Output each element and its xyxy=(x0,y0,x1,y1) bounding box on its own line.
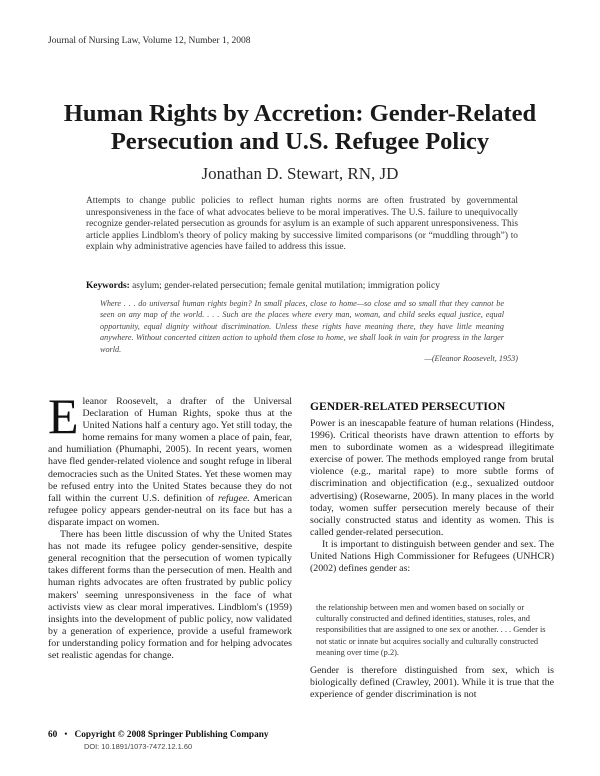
title-line-1: Human Rights by Accretion: Gender-Related xyxy=(63,100,537,127)
section-heading: GENDER-RELATED PERSECUTION xyxy=(310,400,506,413)
abstract: Attempts to change public policies to reflect human rights norms are often frustrated by governmental unresponsiveness in the face of what advocates believe to be moral imperatives. The U.S. failure to unequivocally recognize gender-related persecution as grounds for asylum is an example of such apparent unresponsiveness. This article applies Lindblom's theory of policy making by successive limited comparisons (or “muddling through”) to explain why administrative agencies have failed to address this issue. xyxy=(86,196,518,253)
copyright: Copyright © 2008 Springer Publishing Company xyxy=(74,730,269,740)
epigraph: Where . . . do universal human rights begin? In small places, close to home—so close and so small that they cannot be seen on any map of the world. . . . Such are the places where every man, woman, and child seeks equal justice, equal opportunity, equal dignity without discrimination. Unless these rights have meaning there, they have little meaning anywhere. Without concerted citizen action to uphold them close to home, we shall look in vain for progress in the larger world. xyxy=(100,299,504,354)
drop-cap: E xyxy=(48,388,79,444)
keywords xyxy=(86,281,518,293)
title-line-2: Persecution and U.S. Refugee Policy xyxy=(110,128,490,155)
left-column xyxy=(48,388,293,662)
body-paragraph: There has been little discussion of why the United States has not made its refugee policy gender-sensitive, despite general recognition that the persecution of women typically takes different forms than the persecution of men. Health and human rights advocates are often frustrated by public policy makers' seeming unresponsiveness in the face of what activists view as clear moral imperatives. Lindblom's (1959) insights into the development of public policy, now validated by a generation of experience, provide a useful framework for understanding policy formation and for helping advocates set realistic agendas for change. xyxy=(48,529,292,661)
keywords-list: asylum; gender-related persecution; female genital mutilation; immigration policy xyxy=(132,281,440,291)
doi: DOI: 10.1891/1073-7472.12.1.60 xyxy=(84,742,193,751)
bullet: • xyxy=(64,730,68,740)
refugee-term: refugee. xyxy=(217,492,250,504)
author-name: Jonathan D. Stewart, RN, JD xyxy=(201,164,399,183)
article-title xyxy=(30,100,570,156)
intro-paragraph: Eleanor Roosevelt, a drafter of the Universal Declaration of Human Rights, spoke thus at the United Nations half a century ago. Yet still today, the home remains for many women a place of pain, fear, and humiliation (Phumaphi, 2005). In recent years, women have fled gender-related violence and sought refuge in liberal democracies such as the United States. Yet these women may be refused entry into the United States because they do not fall within the current U.S. definition of refugee. American refugee policy appears gender-neutral on its face but has a disparate impact on women. xyxy=(48,388,293,528)
journal-header: Journal of Nursing Law, Volume 12, Number 1, 2008 xyxy=(48,36,251,46)
body-paragraph: It is important to distinguish between gender and sex. The United Nations High Commissioner for Refugees (UNHCR) (2002) defines gender as: xyxy=(310,538,554,575)
page-footer xyxy=(48,730,269,740)
epigraph-attribution: —(Eleanor Roosevelt, 1953) xyxy=(424,354,518,363)
right-column xyxy=(310,418,554,575)
block-quote: the relationship between men and women based on socially or culturally constructed and defined identities, statuses, roles, and responsibilities that are assigned to one sex or another. . . . Gender is not static or innate but acquires socially and culturally constructed meaning over time (p.2). xyxy=(316,603,546,657)
keywords-label: Keywords: xyxy=(86,281,130,291)
right-column-continued xyxy=(310,665,554,701)
body-paragraph: Power is an inescapable feature of human relations (Hindess, 1996). Critical theorists have drawn attention to efforts by men to subordinate women as a widespread illegitimate exercise of power. The methods employed range from brutal violence (e.g., marital rape) to more subtle forms of discrimination and objectification (e.g., sexualized outdoor advertising) (Rosewarne, 2005). In many places in the world today, women suffer persecution merely because of their socially constructed status and identity as women. This is called gender-related persecution. xyxy=(310,418,554,538)
page-number: 60 xyxy=(48,730,58,740)
body-paragraph: Gender is therefore distinguished from sex, which is biologically defined (Crawley, 2001). While it is true that the experience of gender discrimination is not xyxy=(310,665,554,701)
